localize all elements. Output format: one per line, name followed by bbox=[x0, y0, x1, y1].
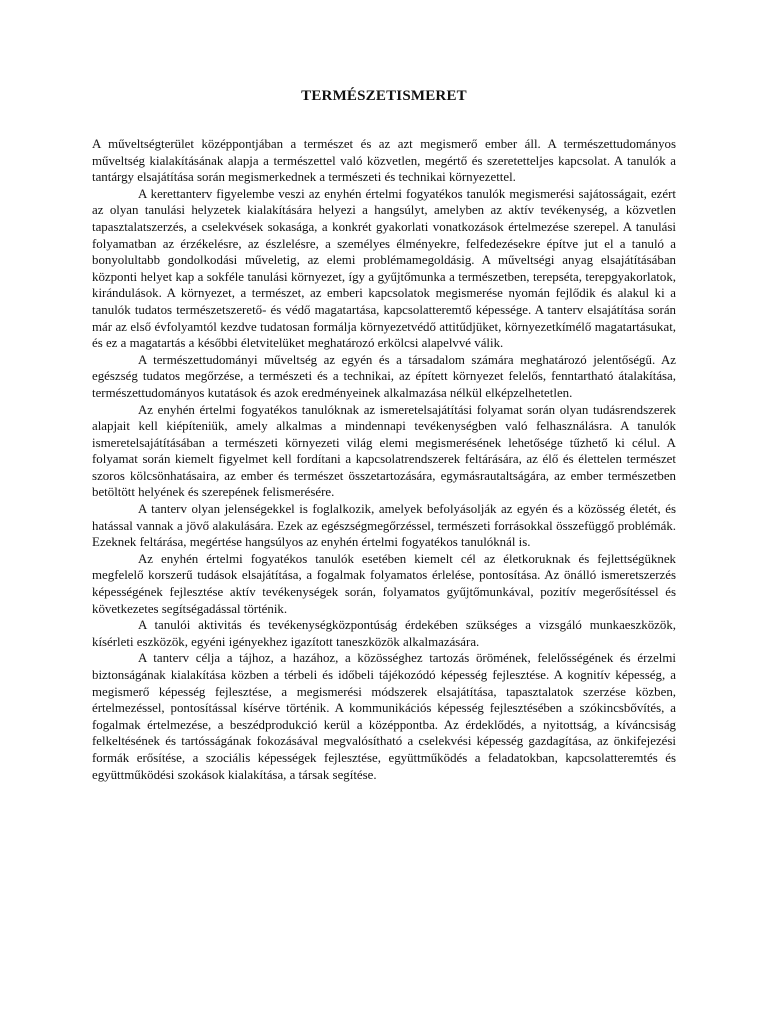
paragraph-3: A természettudományi műveltség az egyén és a társadalom számára meghatározó jelentőségű. Az egészség tudatos megőrzése, a természeti és a technikai, az épített környezet felelős, fenntartható átalakítása, természettudományos kutatások és azok eredményeinek alkalmazása nélkül elképzelhetetlen. bbox=[92, 352, 676, 400]
paragraph-5: A tanterv olyan jelenségekkel is foglalkozik, amelyek befolyásolják az egyén és a közösség életét, és hatással vannak a jövő alakulására. Ezek az egészségmegőrzéssel, természeti forrásokkal összefüggő problémák. Ezeknek feltárása, megértése hangsúlyos az enyhén értelmi fogyatékos tanulóknál is. bbox=[92, 502, 676, 550]
paragraph-8: A tanterv célja a tájhoz, a hazához, a közösséghez tartozás örömének, felelősségének és érzelmi biztonságának kialakítása közben a térbeli és időbeli tájékozódó képesség fejlesztése. A kognitív képesség, a megismerő képesség fejlesztése, a megismerési módszerek elsajátítása, tapasztalatok szerzése közben, értelmezéssel, pontosítással kísérve történik. A kommunikációs képesség fejlesztésében a szókincsbővítés, a fogalmak értelmezése, a beszédprodukció kerül a középpontba. Az érdeklődés, a nyitottság, a kíváncsiság felkeltésének és tartósságának fokozásával megvalósítható a cselekvési képesség gazdagítása, az önkifejezési formák erősítése, a szociális képességek fejlesztése, együttműködés a feladatokban, kapcsolatteremtés és együttműködési szokások kialakítása, a társak segítése. bbox=[92, 651, 676, 782]
paragraph-1: A műveltségterület középpontjában a természet és az azt megismerő ember áll. A természettudományos műveltség kialakításának alapja a természettel való közvetlen, megértő és szeretetteljes kapcsolat. A tanulók a tantárgy elsajátítása során megismerkednek a természeti és technikai környezettel. bbox=[92, 137, 676, 185]
paragraph-6: Az enyhén értelmi fogyatékos tanulók esetében kiemelt cél az életkoruknak és fejlettségüknek megfelelő korszerű tudások elsajátítása, a fogalmak folyamatos érlelése, pontosítása. Az önálló ismeretszerzés képességének fejlesztése aktív tevékenységek során, folyamatos gyűjtőmunkával, pozitív megerősítéssel és következetes segítségadással történik. bbox=[92, 551, 676, 616]
page-title: TERMÉSZETISMERET bbox=[301, 88, 467, 104]
paragraph-4: Az enyhén értelmi fogyatékos tanulóknak az ismeretelsajátítási folyamat során olyan tudásrendszerek alapjait kell kiépíteniük, amely alkalmas a mindennapi tevékenységben való felhasználásra. A tanulók ismeretelsajátításában a természeti környezeti világ elemi megismerésének lehetősége tűzhető ki célul. A folyamat során kiemelt figyelmet kell fordítani a kapcsolatrendszerek feltárására, az élő és élettelen természet szoros kölcsönhatásaira, az ember és természet összetartozására, egymásrautaltságára, az ember természetben betöltött helyének és szerepének felismerésére. bbox=[92, 402, 676, 500]
document-page bbox=[92, 86, 676, 783]
paragraph-2: A kerettanterv figyelembe veszi az enyhén értelmi fogyatékos tanulók megismerési sajátosságait, ezért az olyan tanulási helyzetek kialakítására helyezi a hangsúlyt, amelyben az aktív tevékenység, a közvetlen tapasztalatszerzés, a cselekvések sokasága, a konkrét gyakorlati vonatkozások értelmezése szerepel. A tanulási folyamatban az érzékelésre, az észlelésre, a személyes élményekre, felfedezésekre építve jut el a tanuló a bonyolultabb gondolkodási műveletig, az elemi problémamegoldásig. A műveltségi anyag elsajátításában központi helyet kap a sokféle tanulási környezet, így a gyűjtőmunka a természetben, terepséta, terepgyakorlatok, kirándulások. A környezet, a természet, az emberi kapcsolatok megismerése nyomán fejlődik és alakul ki a tanulók tudatos természetszerető- és védő magatartása, kapcsolatteremtő képessége. A tanterv elsajátítása során már az első évfolyamtól kezdve tudatosan formálja környezetvédő attitűdjüket, környezetkímélő magatartásukat, és ez a magatartás a későbbi életvitelüket meghatározó erkölcsi alapelvvé válik. bbox=[92, 186, 676, 351]
paragraph-7: A tanulói aktivitás és tevékenységközpontúság érdekében szükséges a vizsgáló munkaeszközök, kísérleti eszközök, egyéni igényekhez igazított taneszközök alkalmazására. bbox=[92, 618, 676, 649]
